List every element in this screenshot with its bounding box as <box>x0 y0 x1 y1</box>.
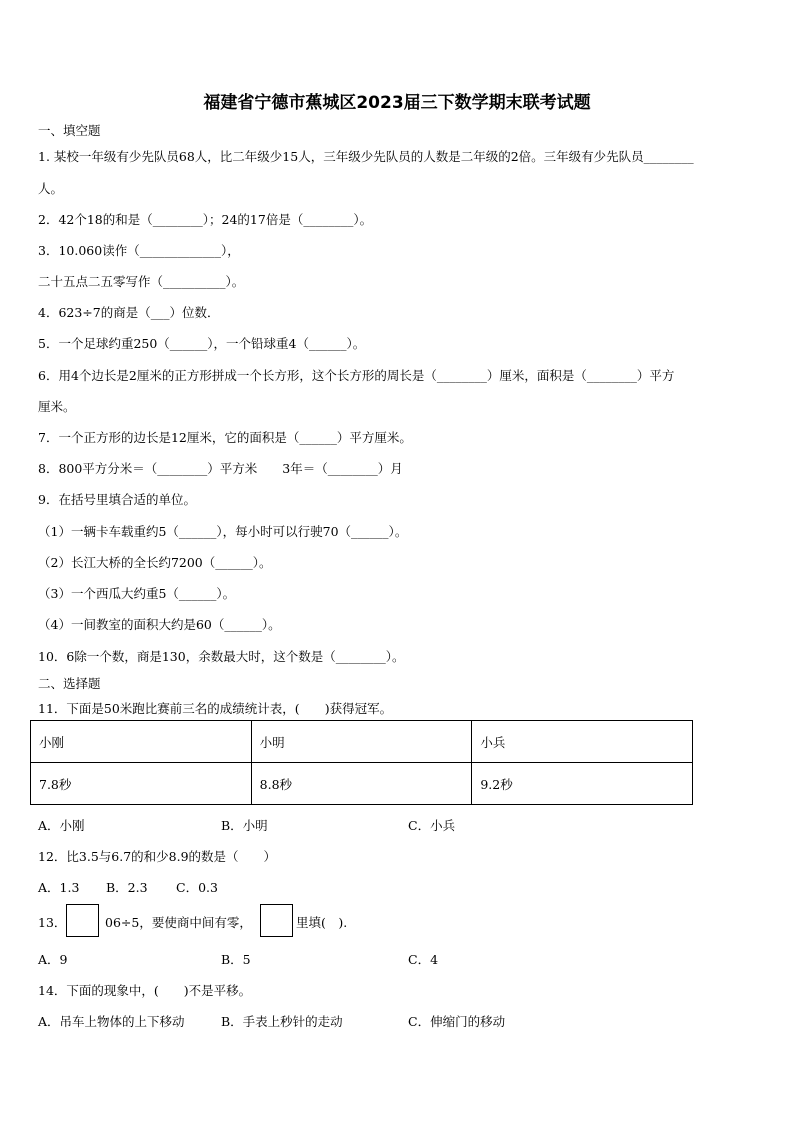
question-1-cont: 人。 <box>38 181 64 196</box>
option-a[interactable]: A．吊车上物体的上下移动 <box>38 1014 185 1029</box>
option-a[interactable]: A．9 <box>38 952 68 967</box>
question-7: 7．一个正方形的边长是12厘米，它的面积是（______）平方厘米。 <box>38 430 412 445</box>
option-c[interactable]: C．小兵 <box>408 818 456 833</box>
section-heading-choice: 二、选择题 <box>38 676 101 691</box>
question-9-3: （3）一个西瓜大约重5（______）。 <box>38 586 236 601</box>
option-b[interactable]: B．2.3 <box>106 880 148 895</box>
question-5: 5．一个足球约重250（______），一个铅球重4（______）。 <box>38 336 366 351</box>
table-header-cell: 小明 <box>251 721 472 763</box>
option-b[interactable]: B．5 <box>221 952 251 967</box>
option-b[interactable]: B．手表上秒针的走动 <box>221 1014 343 1029</box>
question-1: 1. 某校一年级有少先队员68人，比二年级少15人，三年级少先队员的人数是二年级的2倍。三年级有少先队员________ <box>38 149 694 164</box>
question-9: 9．在括号里填合适的单位。 <box>38 492 196 507</box>
results-table <box>30 720 693 805</box>
question-2: 2．42个18的和是（________）；24的17倍是（________）。 <box>38 212 373 227</box>
question-4: 4．623÷7的商是（___）位数． <box>38 305 220 320</box>
option-a[interactable]: A．1.3 <box>38 880 80 895</box>
question-6: 6．用4个边长是2厘米的正方形拼成一个长方形，这个长方形的周长是（________）厘米，面积是（________）平方 <box>38 368 675 383</box>
question-9-4: （4）一间教室的面积大约是60（______）。 <box>38 617 281 632</box>
question-8: 8．800平方分米＝（________）平方米 3年＝（________）月 <box>38 461 403 476</box>
question-6-cont: 厘米。 <box>38 399 76 414</box>
question-13-number: 13． <box>38 915 67 930</box>
question-12: 12．比3.5与6.7的和少8.9的数是（ ） <box>38 849 277 864</box>
option-c[interactable]: C．伸缩门的移动 <box>408 1014 506 1029</box>
answer-box[interactable] <box>66 904 99 937</box>
question-3-cont: 二十五点二五零写作（__________）。 <box>38 274 245 289</box>
table-cell: 8.8秒 <box>251 763 472 805</box>
page-title: 福建省宁德市蕉城区2023届三下数学期末联考试题 <box>203 93 591 113</box>
table-row <box>31 763 693 805</box>
option-c[interactable]: C．4 <box>408 952 439 967</box>
option-b[interactable]: B．小明 <box>221 818 268 833</box>
answer-box[interactable] <box>260 904 293 937</box>
question-9-2: （2）长江大桥的全长约7200（______）。 <box>38 555 272 570</box>
table-row <box>31 721 693 763</box>
question-9-1: （1）一辆卡车载重约5（______），每小时可以行驶70（______）。 <box>38 524 408 539</box>
table-header-cell: 小刚 <box>31 721 252 763</box>
table-cell: 7.8秒 <box>31 763 252 805</box>
table-cell: 9.2秒 <box>472 763 693 805</box>
table-header-cell: 小兵 <box>472 721 693 763</box>
question-11: 11．下面是50米跑比赛前三名的成绩统计表，( )获得冠军。 <box>38 701 393 716</box>
option-a[interactable]: A．小刚 <box>38 818 85 833</box>
question-10: 10．6除一个数，商是130，余数最大时，这个数是（________）。 <box>38 649 405 664</box>
question-13-end: 里填( ). <box>296 915 348 930</box>
question-13-text: 06÷5，要使商中间有零， <box>105 915 252 930</box>
section-heading-fill: 一、填空题 <box>38 123 101 138</box>
question-3: 3．10.060读作（_____________）， <box>38 243 240 258</box>
question-14: 14．下面的现象中，( )不是平移。 <box>38 983 252 998</box>
option-c[interactable]: C．0.3 <box>176 880 218 895</box>
